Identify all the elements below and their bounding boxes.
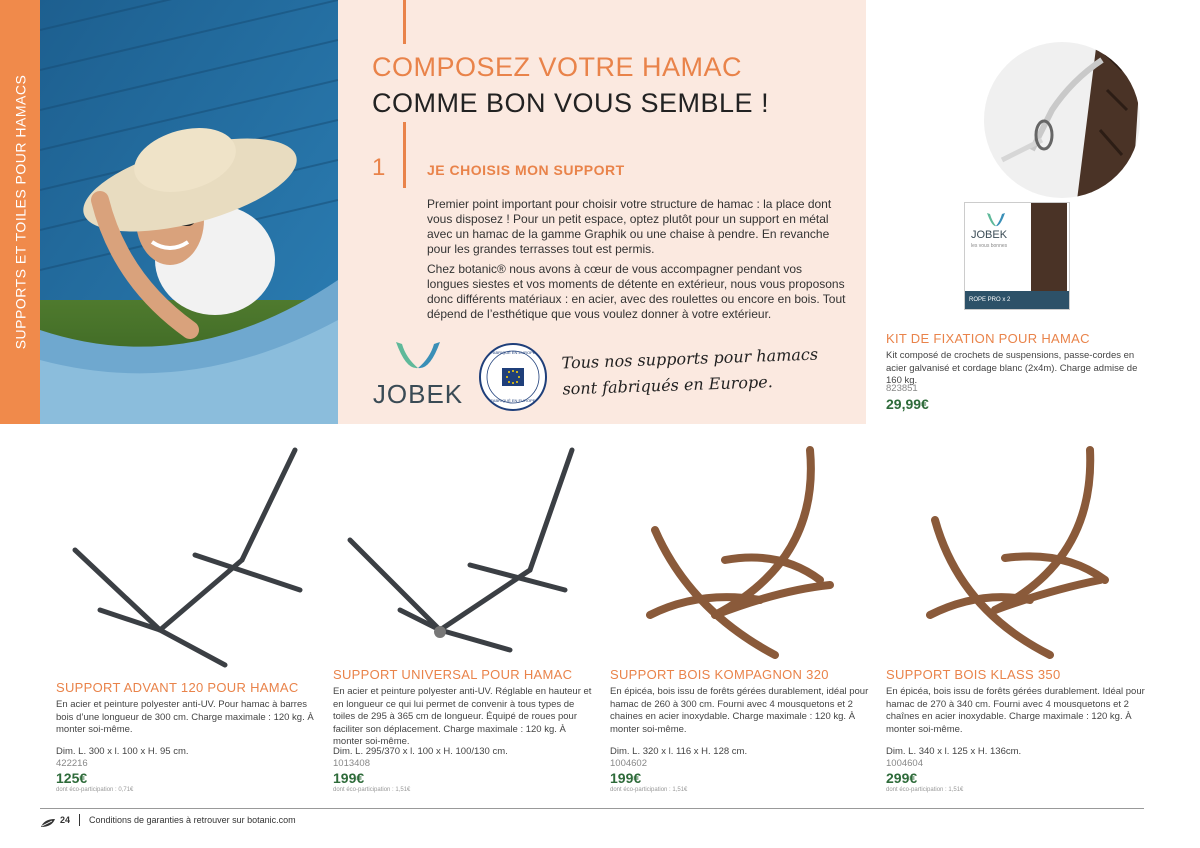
- jobek-box-logo-mark: [981, 211, 1011, 229]
- product-price: 125€: [56, 770, 88, 786]
- product-dimensions: Dim. L. 340 x l. 125 x H. 136cm.: [886, 746, 1022, 757]
- accent-bar-step: [403, 122, 406, 188]
- kit-description: Kit composé de crochets de suspensions, passe-cordes en acier galvanisé et cordage blanc (2x4m). Charge admise de 160 kg.: [886, 350, 1138, 386]
- product-image-advant: [60, 440, 310, 670]
- product-image-kompagnon: [620, 440, 870, 670]
- hero-paragraph-1: Premier point important pour choisir votre structure de hamac : la place dont vous disposez ! Pour un petit espace, optez plutôt pour un support en métal avec un hamac de la gamme Graphik ou une chaise à pendre. En revanche pour les grandes terrasses tout est permis.: [427, 197, 832, 256]
- product-description: En épicéa, bois issu de forêts gérées durablement. Idéal pour hamac de 270 à 340 cm. Fourni avec 4 mousquetons et 2 chaînes en acier inoxydable. Charge maximale : 120 kg. À monter soi-même.: [886, 686, 1145, 735]
- product-title: SUPPORT UNIVERSAL POUR HAMAC: [333, 667, 573, 682]
- product-dimensions: Dim. L. 320 x l. 116 x H. 128 cm.: [610, 746, 748, 757]
- product-image-klass: [900, 440, 1150, 670]
- footer-page-number: 24: [60, 815, 71, 825]
- product-ref: 1013408: [333, 758, 370, 769]
- box-tagline: les vous bonnes: [971, 243, 1008, 249]
- product-description: En acier et peinture polyester anti-UV. Pour hamac à barres bois d’une longueur de 300 cm. Charge maximale : 120 kg. À monter soi-même.: [56, 699, 314, 735]
- kit-title: KIT DE FIXATION POUR HAMAC: [886, 331, 1090, 346]
- hammock-photo: [40, 0, 338, 424]
- product-eco-participation: dont éco-participation : 1,51€: [333, 787, 411, 793]
- product-description: En acier et peinture polyester anti-UV. Réglable en hauteur et en longueur ce qui lui permet de convenir à tous types de toiles de 295 à 365 cm de longueur. Équipé de roues pour faciliter son déplacement. Charge maximale : 120 kg. À monter soi-même.: [333, 686, 592, 747]
- footer-divider: [40, 808, 1144, 809]
- step-number: 1: [372, 154, 386, 181]
- product-title: SUPPORT BOIS KLASS 350: [886, 667, 1061, 682]
- sidebar-label: SUPPORTS ET TOILES POUR HAMACS: [12, 74, 28, 350]
- jobek-wordmark: JOBEK: [372, 379, 464, 409]
- kit-ref: 823851: [886, 383, 918, 394]
- footer-guarantee-text: Conditions de garanties à retrouver sur botanic.com: [89, 815, 296, 825]
- product-dimensions: Dim. L. 295/370 x l. 100 x H. 100/130 cm.: [333, 746, 508, 757]
- product-title: SUPPORT ADVANT 120 POUR HAMAC: [56, 680, 299, 695]
- hero-paragraph-2: Chez botanic® nous avons à cœur de vous accompagner pendant vos longues siestes et vos moments de détente en extérieur, nous vous proposons donc différents matériaux : en acier, avec des roulettes ou encore en bois. Tout dépend de l’esthétique que vous voulez donner à votre extérieur.: [427, 262, 846, 321]
- hero-title-line2: COMME BON VOUS SEMBLE !: [372, 88, 770, 118]
- product-ref: 422216: [56, 758, 88, 769]
- product-eco-participation: dont éco-participation : 1,51€: [610, 787, 688, 793]
- product-description: En épicéa, bois issu de forêts gérées durablement, idéal pour hamac de 260 à 300 cm. Fourni avec 4 mousquetons et 2 chaines en acier inoxydable. Charge maximale : 120 kg. À monter soi-même.: [610, 686, 869, 735]
- product-title: SUPPORT BOIS KOMPAGNON 320: [610, 667, 829, 682]
- box-brand: JOBEK: [971, 229, 1008, 241]
- eu-badge: [478, 342, 548, 412]
- product-ref: 1004604: [886, 758, 923, 769]
- product-eco-participation: dont éco-participation : 1,51€: [886, 787, 964, 793]
- accent-bar-top: [403, 0, 406, 44]
- product-price: 199€: [610, 770, 642, 786]
- jobek-logo: [372, 338, 464, 410]
- product-ref: 1004602: [610, 758, 647, 769]
- leaf-icon: [40, 815, 56, 825]
- eu-badge-top-text: FABRIQUÉ EN EUROPE: [490, 350, 536, 355]
- product-eco-participation: dont éco-participation : 0,71€: [56, 787, 134, 793]
- box-label: ROPE PRO x 2: [965, 291, 1069, 309]
- hero-title-line1: COMPOSEZ VOTRE HAMAC: [372, 52, 743, 82]
- kit-closeup-image: [982, 40, 1142, 200]
- footer-separator: [79, 814, 80, 826]
- product-price: 199€: [333, 770, 365, 786]
- kit-price: 29,99€: [886, 396, 929, 412]
- product-image-universal: [340, 440, 590, 670]
- product-dimensions: Dim. L. 300 x l. 100 x H. 95 cm.: [56, 746, 189, 757]
- box-tree: [1031, 203, 1067, 295]
- product-price: 299€: [886, 770, 918, 786]
- step-title: JE CHOISIS MON SUPPORT: [427, 162, 625, 178]
- made-in-europe-script: Tous nos supports pour hamacs sont fabriqués en Europe.: [561, 344, 819, 399]
- kit-box-image: [964, 202, 1070, 310]
- eu-badge-bottom-text: FABRIQUÉ EN EUROPE: [490, 398, 536, 403]
- jobek-logo-mark: [372, 338, 464, 374]
